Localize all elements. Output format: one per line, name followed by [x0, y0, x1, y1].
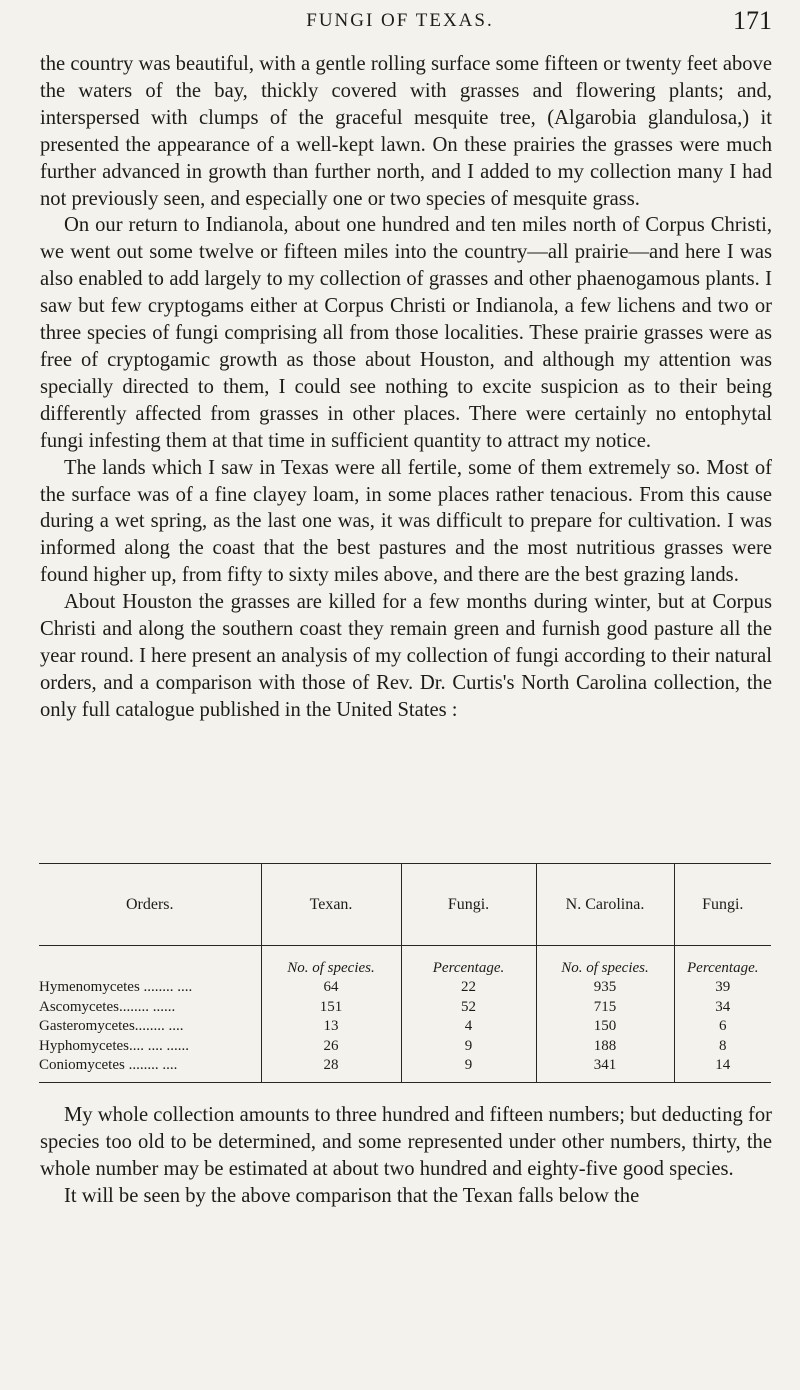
paragraph: About Houston the grasses are killed for a few months during winter, but at Corpus Christi and along the southern coast they remain green and furnish good pasture all the year round. I here present an analysis of my collection of fungi according to their natural orders, and a comparison with those of Rev. Dr. Curtis's North Carolina collection, the only full catalogue published in the United States :: [40, 591, 772, 721]
table-row: [39, 1037, 771, 1057]
table-row: [39, 978, 771, 998]
nc-percentage: 8: [719, 1037, 727, 1054]
table-row: [39, 1056, 771, 1082]
texan-percentage: 4: [401, 1017, 536, 1037]
nc-percentage: 6: [719, 1018, 727, 1035]
texan-percentage: 9: [401, 1056, 536, 1082]
texan-species: 13: [261, 1017, 401, 1037]
fungi-comparison-table: [39, 863, 771, 1083]
texan-percentage: 52: [401, 998, 536, 1018]
paragraph: On our return to Indianola, about one hundred and ten miles north of Corpus Christi, we went out some twelve or fifteen miles into the country—all prairie—and here I was also enabled to add largely to my collection of grasses and other phaenogamous plants. I saw but few cryptogams either at Corpus Christi or Indianola, a few lichens and two or three species of fungi comprising all from those localities. These prairie grasses were as free of cryptogamic growth as those about Houston, and although my attention was specially directed to them, I could see nothing to excite suspicion as to their being differently affected from grasses in other places. There were certainly no entophytal fungi infesting them at that time in sufficient quantity to attract my notice.: [40, 214, 772, 452]
texan-percentage: 22: [401, 978, 536, 998]
page-header: [0, 6, 800, 46]
subheader-cell: Percentage.: [687, 960, 759, 976]
nc-percentage: 34: [715, 998, 731, 1015]
column-header-orders: Orders.: [39, 864, 261, 946]
order-name: Hymenomycetes ........ ....: [39, 978, 261, 998]
table-row: [39, 998, 771, 1018]
table-header-row: [39, 864, 771, 946]
nc-species: 150: [536, 1017, 674, 1037]
texan-species: 64: [261, 978, 401, 998]
texan-species: 28: [261, 1056, 401, 1082]
texan-species: 151: [261, 998, 401, 1018]
order-name: Hyphomycetes.... .... ......: [39, 1037, 261, 1057]
order-name: Gasteromycetes........ ....: [39, 1017, 261, 1037]
table-row: [39, 1017, 771, 1037]
column-header-texan: Texan.: [261, 864, 401, 946]
body-text: [40, 51, 772, 724]
paragraph: It will be seen by the above comparison that the Texan falls below the: [64, 1184, 640, 1207]
paragraph: My whole collection amounts to three hundred and fifteen numbers; but deducting for species too old to be determined, and some represented under other numbers, thirty, the whole number may be estimated at about two hundred and eighty-five good species.: [40, 1104, 773, 1180]
texan-species: 26: [261, 1037, 401, 1057]
subheader-cell: No. of species.: [261, 946, 401, 979]
nc-species: 715: [536, 998, 674, 1018]
paragraph: The lands which I saw in Texas were all fertile, some of them extremely so. Most of the surface was of a fine clayey loam, in some places rather tenacious. From this cause during a wet spring, as the last one was, it was difficult to prepare for cultivation. I was informed along the coast that the best pastures and the most nutritious grasses were found higher up, from fifty to sixty miles above, and there are the best grazing lands.: [40, 456, 772, 587]
nc-species: 341: [536, 1056, 674, 1082]
table-subheader-row: [39, 946, 771, 979]
nc-percentage: 39: [715, 979, 731, 996]
page-number: 171: [733, 6, 772, 35]
closing-text: [40, 1102, 772, 1210]
paragraph: the country was beautiful, with a gentle rolling surface some fifteen or twenty feet above the waters of the bay, thickly covered with grasses and flowering plants; and, interspersed with clumps of the graceful mesquite tree, (Algarobia glandulosa,) it presented the appearance of a well-kept lawn. On these prairies the grasses were much further advanced in growth than further north, and I added to my collection many I had not previously seen, and especially one or two species of mesquite grass.: [40, 53, 772, 210]
nc-species: 188: [536, 1037, 674, 1057]
texan-percentage: 9: [401, 1037, 536, 1057]
column-header-north-carolina: N. Carolina.: [536, 864, 674, 946]
subheader-cell: Percentage.: [401, 946, 536, 979]
table-bottom-rule: [39, 1082, 771, 1083]
subheader-cell: [39, 946, 261, 979]
order-name: Ascomycetes........ ......: [39, 998, 261, 1018]
nc-percentage: 14: [715, 1057, 731, 1074]
column-header-nc-fungi: Fungi.: [674, 864, 771, 946]
column-header-texan-fungi: Fungi.: [401, 864, 536, 946]
order-name: Coniomycetes ........ ....: [39, 1056, 261, 1082]
nc-species: 935: [536, 978, 674, 998]
subheader-cell: No. of species.: [536, 946, 674, 979]
running-title: FUNGI OF TEXAS.: [306, 10, 494, 31]
